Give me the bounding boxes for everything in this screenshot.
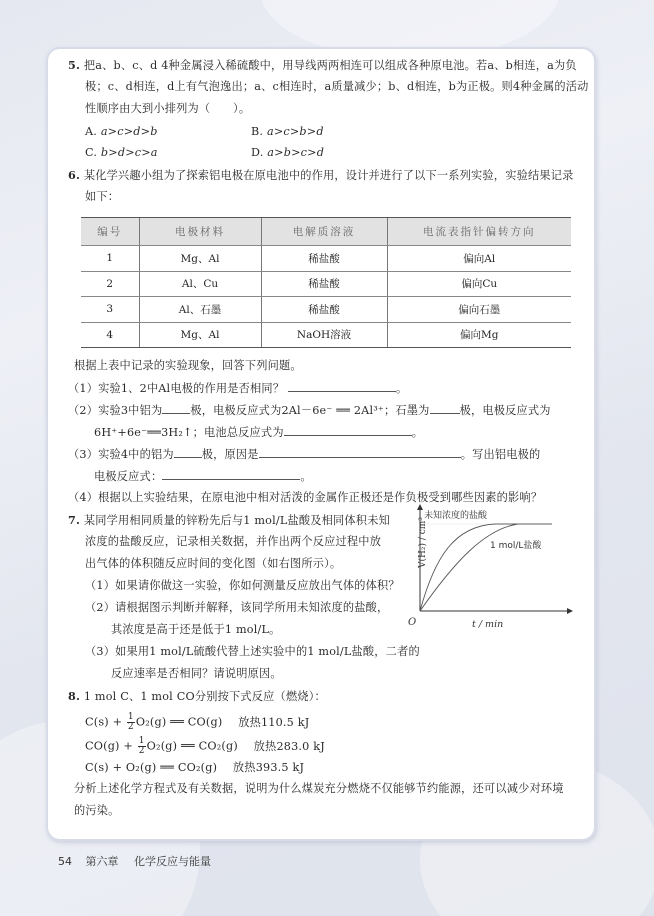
q5-text: 把a、b、c、d 4种金属浸入稀硫酸中，用导线两两相连可以组成各种原电池。若a、b相连，a为负 bbox=[83, 59, 577, 72]
q6-line-2: 如下： bbox=[85, 190, 120, 203]
q6-sub2-line1: （2）实验3中铝为 极，电极反应式为2Al－6e⁻ ══ 2Al³⁺；石墨为 极，电极反应式为 bbox=[68, 404, 551, 417]
answer-blank[interactable] bbox=[162, 403, 190, 414]
experiment-table bbox=[81, 217, 571, 348]
q5-option-b[interactable]: B. a>c>b>d bbox=[251, 125, 324, 138]
curve-1mol-hcl bbox=[420, 524, 552, 611]
q8-equation-3: C(s) + O₂(g) ══ CO₂(g) 放热393.5 kJ bbox=[85, 761, 305, 774]
answer-blank[interactable] bbox=[162, 469, 300, 480]
q8-analysis-line-1: 分析上述化学方程式及有关数据，说明为什么煤炭充分燃烧不仅能够节约能源，还可以减少对环境 bbox=[74, 782, 564, 795]
q6-sub2-line2: 6H⁺+6e⁻══3H₂↑；电池总反应式为 。 bbox=[94, 426, 424, 439]
q5-line-1: 5. 把a、b、c、d 4种金属浸入稀硫酸中，用导线两两相连可以组成各种原电池。若a、b相连，a为负 bbox=[68, 58, 577, 72]
answer-blank[interactable] bbox=[430, 403, 460, 414]
table-row: 2 Al、Cu 稀盐酸 偏向Cu bbox=[81, 271, 571, 297]
q5-line-3: 性顺序由大到小排列为（ ）。 bbox=[85, 102, 251, 115]
q7-line-3: 出气体的体积随反应时间的变化图（如右图所示）。 bbox=[85, 557, 342, 570]
answer-blank[interactable] bbox=[284, 425, 412, 436]
chapter-number: 第六章 bbox=[85, 855, 119, 868]
q6-sub1: （1）实验1、2中Al电极的作用是否相同？ 。 bbox=[68, 382, 408, 395]
fraction-one-half: $\frac{1}{2}$ bbox=[138, 736, 145, 756]
q5-line-2: 极；c、d相连，d上有气泡逸出；a、c相连时，a质量减少；b、d相连，b为正极。则4种金属的活动 bbox=[85, 80, 589, 93]
q7-line-1: 7. 某同学用相同质量的锌粉先后与1 mol/L盐酸及相同体积未知 bbox=[68, 513, 390, 527]
q5-option-c[interactable]: C. b>d>c>a bbox=[85, 146, 158, 159]
q5-option-a[interactable]: A. a>c>d>b bbox=[85, 125, 158, 138]
curve-label-unknown: 未知浓度的盐酸 bbox=[424, 511, 488, 521]
table-header-row bbox=[81, 218, 571, 246]
q6-line-1: 6. 某化学兴趣小组为了探索铝电极在原电池中的作用，设计并进行了以下一系列实验，实验结果记录 bbox=[68, 168, 574, 182]
q7-line-2: 浓度的盐酸反应，记录相关数据，并作出两个反应过程中放 bbox=[85, 535, 382, 548]
table-row: 3 Al、石墨 稀盐酸 偏向石墨 bbox=[81, 297, 571, 323]
q7-sub1: （1）如果请你做这一实验，你如何测量反应放出气体的体积？ bbox=[85, 579, 400, 592]
answer-blank[interactable] bbox=[259, 447, 461, 458]
q8-equation-2: CO(g) + $\frac{1}{2}$ O₂(g) ══ CO₂(g) 放热283.0 kJ bbox=[85, 736, 325, 756]
q7-sub2-line1: （2）请根据图示判断并解释，该同学所用未知浓度的盐酸， bbox=[85, 601, 389, 614]
x-axis-label: t / min bbox=[472, 619, 504, 630]
q6-sub3-line1: （3）实验4中的铝为 极，原因是 。写出铝电极的 bbox=[68, 448, 541, 461]
answer-blank[interactable] bbox=[288, 381, 396, 392]
q6-intro: 根据上表中记录的实验现象，回答下列问题。 bbox=[74, 359, 302, 372]
col-header-electrolyte: 电解质溶液 bbox=[261, 218, 387, 246]
fraction-one-half: $\frac{1}{2}$ bbox=[127, 712, 134, 732]
q6-sub4: （4）根据以上实验结果，在原电池中相对活泼的金属作正极还是作负极受到哪些因素的影响？ bbox=[68, 491, 543, 504]
col-header-electrode: 电极材料 bbox=[139, 218, 261, 246]
q8-line-1: 8. 1 mol C、1 mol CO分别按下式反应（燃烧）： bbox=[68, 689, 326, 703]
q6-sub3-line2: 电极反应式： 。 bbox=[94, 470, 312, 483]
q7-sub3-line2: 反应速率是否相同？请说明原因。 bbox=[111, 667, 282, 680]
q7-sub3-line1: （3）如果用1 mol/L硫酸代替上述实验中的1 mol/L盐酸，二者的 bbox=[85, 645, 420, 658]
table-row: 1 Mg、Al 稀盐酸 偏向Al bbox=[81, 246, 571, 272]
textbook-page-card bbox=[46, 47, 596, 841]
answer-blank[interactable] bbox=[174, 447, 202, 458]
graph-svg bbox=[400, 501, 576, 661]
table-row: 4 Mg、Al NaOH溶液 偏向Mg bbox=[81, 322, 571, 348]
page-footer bbox=[58, 853, 211, 869]
q5-option-d[interactable]: D. a>b>c>d bbox=[251, 146, 325, 159]
q8-equation-1: C(s) + $\frac{1}{2}$ O₂(g) ══ CO(g) 放热110.5 kJ bbox=[85, 712, 310, 732]
col-header-deflection: 电流表指针偏转方向 bbox=[387, 218, 571, 246]
curve-label-1mol: 1 mol/L盐酸 bbox=[490, 541, 542, 551]
hydrogen-volume-graph bbox=[400, 501, 576, 661]
q8-analysis-line-2: 的污染。 bbox=[74, 804, 120, 817]
page-number: 54 bbox=[58, 855, 72, 868]
q7-sub2-line2: 其浓度是高于还是低于1 mol/L。 bbox=[111, 623, 281, 636]
origin-label: O bbox=[408, 617, 417, 628]
col-header-number: 编号 bbox=[81, 218, 139, 246]
y-axis-label: V(H₂) / cm³ bbox=[418, 517, 428, 568]
chapter-title: 化学反应与能量 bbox=[134, 855, 211, 868]
